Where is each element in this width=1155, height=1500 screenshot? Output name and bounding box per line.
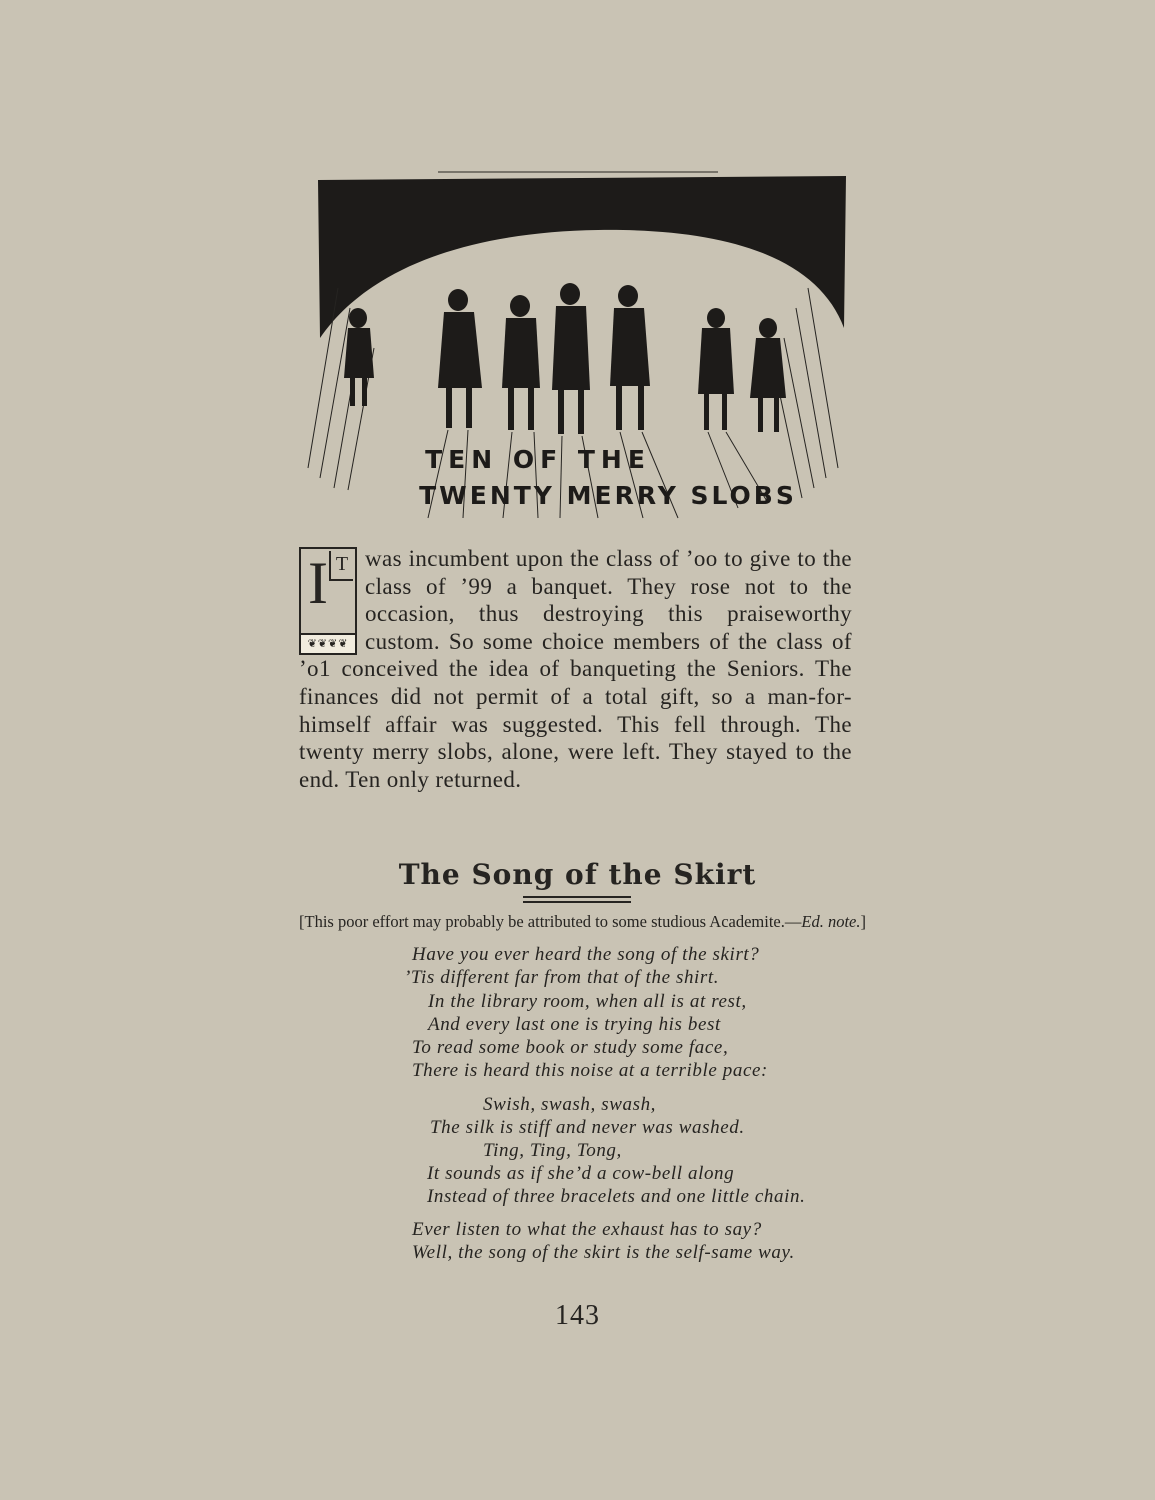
illustration-caption-line2: TWENTY MERRY SLOBS (419, 481, 797, 510)
illustration-drawing (298, 168, 854, 524)
poem-line: ’Tis different far from that of the shirt. (404, 967, 720, 988)
editorial-note (299, 912, 867, 932)
poem-line: To read some book or study some face, (412, 1037, 729, 1058)
poem-line: And every last one is trying his best (428, 1014, 721, 1035)
poem-line: Ever listen to what the exhaust has to say? (412, 1219, 762, 1240)
drop-cap-ornament: ❦❦❦❦ (301, 633, 355, 653)
song-title: The Song of the Skirt (398, 858, 757, 891)
drop-cap (299, 547, 357, 655)
drop-cap-letter: I (308, 550, 328, 616)
poem-line: It sounds as if she’d a cow-bell along (427, 1163, 735, 1184)
poem-line: Well, the song of the skirt is the self-same way. (412, 1242, 795, 1263)
note-text: [This poor effort may probably be attributed to some studious Academite.— (299, 912, 802, 931)
illustration-caption-line1: TEN OF THE (425, 445, 651, 474)
poem-line: Have you ever heard the song of the skirt? (412, 944, 760, 965)
poem-line: Ting, Ting, Tong, (483, 1140, 622, 1161)
header-illustration (298, 168, 854, 524)
poem-line: Swish, swash, swash, (483, 1094, 657, 1115)
poem-line: There is heard this noise at a terrible pace: (412, 1060, 768, 1081)
opening-paragraph (299, 545, 852, 793)
poem-line: The silk is stiff and never was washed. (430, 1117, 745, 1138)
title-rule-top (523, 896, 631, 898)
note-close: ] (860, 912, 867, 931)
title-rule-bottom (523, 901, 631, 903)
note-ed: Ed. note. (801, 912, 861, 931)
drop-cap-small-letter: T (329, 551, 353, 581)
page-number: 143 (555, 1300, 600, 1331)
poem-line: Instead of three bracelets and one little chain. (427, 1186, 806, 1207)
paragraph-text: was incumbent upon the class of ’oo to give to the class of ’99 a banquet. They rose not to the occasion, thus destroying this praiseworthy custom. So some choice members of the class of ’o1 conceived the idea of banqueting the Seniors. The finances did not permit of a total gift, so a man-for-himself affair was suggested. This fell through. The twenty merry slobs, alone, were left. They stayed to the end. Ten only returned. (299, 546, 852, 792)
poem-line: In the library room, when all is at rest, (428, 991, 747, 1012)
